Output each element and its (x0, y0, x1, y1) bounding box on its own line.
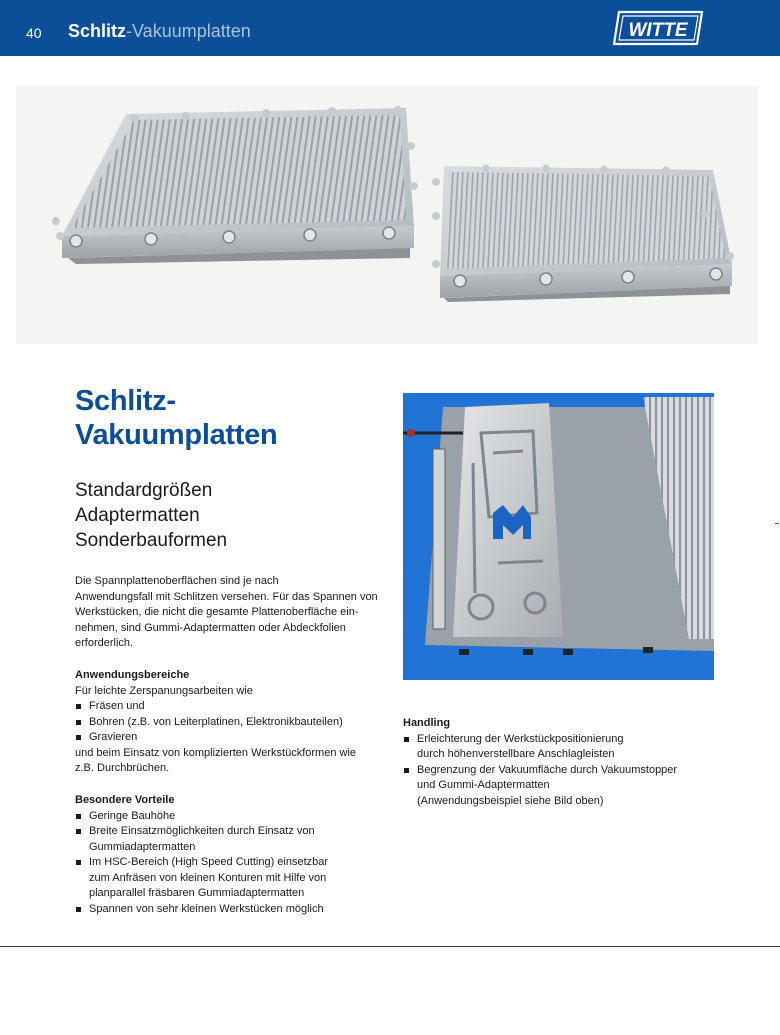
bullet-item: Geringe Bauhöhe (75, 809, 395, 825)
bullet-continuation: und Gummi-Adaptermatten (417, 779, 550, 791)
intro-line: Die Spannplattenoberflächen sind je nach (75, 575, 279, 587)
footer-divider (0, 946, 780, 947)
bullet-continuation: durch höhenverstellbare Anschlagleisten (417, 748, 615, 760)
feature-item: Sonderbauformen (75, 530, 228, 551)
feature-item: Standardgrößen (75, 480, 213, 501)
workpiece-on-plate-image (403, 393, 714, 680)
bullet-continuation: planparallel fräsbaren Gummiadaptermatten (89, 887, 305, 899)
intro-line: Werkstücken, die nicht die gesamte Plattenoberfläche ein- (75, 606, 359, 618)
application-photo (403, 393, 714, 680)
handling-section (403, 716, 733, 809)
bullet-item: Im HSC-Bereich (High Speed Cutting) einsetzbar (75, 855, 395, 871)
section-heading: Handling (403, 717, 451, 729)
bullet-item: Breite Einsatzmöglichkeiten durch Einsatz von (75, 824, 395, 840)
vorteile-section (75, 793, 395, 917)
logo-text: WITTE (628, 20, 688, 41)
anwendungsbereiche-section (75, 668, 395, 777)
hero-photo (16, 86, 758, 344)
bullet-item: Erleichterung der Werkstückpositionierung (403, 732, 733, 748)
witte-logo (611, 9, 705, 47)
bullet-continuation: Gummiadaptermatten (89, 840, 196, 853)
intro-line: erforderlich. (75, 637, 134, 649)
intro-line: Anwendungsfall mit Schlitzen versehen. Für das Spannen von (75, 590, 378, 603)
margin-mark (775, 523, 779, 524)
bullet-item: Spannen von sehr kleinen Werkstücken möglich (75, 902, 395, 918)
bullet-item: Begrenzung der Vakuumfläche durch Vakuumstopper (403, 763, 733, 779)
section-text: z.B. Durchbrüchen. (75, 762, 170, 774)
feature-item: Adaptermatten (75, 505, 200, 526)
page-header-title (68, 21, 251, 42)
bullet-continuation: zum Anfräsen von kleinen Konturen mit Hilfe von (89, 871, 327, 884)
section-heading: Besondere Vorteile (75, 794, 175, 806)
bullet-item: Bohren (z.B. von Leiterplatinen, Elektronikbauteilen) (75, 715, 395, 731)
bullet-item: Fräsen und (75, 699, 395, 715)
bullet-item: Gravieren (75, 730, 395, 746)
header-bar (0, 0, 780, 56)
section-text: und beim Einsatz von komplizierten Werkstückformen wie (75, 746, 357, 759)
header-title-light: -Vakuumplatten (126, 21, 251, 41)
main-title (75, 384, 277, 452)
section-heading: Anwendungsbereiche (75, 669, 190, 681)
intro-paragraph (75, 574, 395, 652)
vacuum-plates-image (16, 86, 758, 344)
intro-line: nehmen, sind Gummi-Adaptermatten oder Abdeckfolien (75, 621, 346, 634)
bullet-continuation: (Anwendungsbeispiel siehe Bild oben) (417, 794, 604, 807)
main-title-line2: Vakuumplatten (75, 419, 278, 451)
header-title-bold: Schlitz (68, 21, 127, 41)
section-lead: Für leichte Zerspanungsarbeiten wie (75, 684, 253, 697)
page-number: 40 (26, 25, 42, 41)
main-title-line1: Schlitz- (75, 385, 176, 417)
feature-list (75, 478, 227, 553)
